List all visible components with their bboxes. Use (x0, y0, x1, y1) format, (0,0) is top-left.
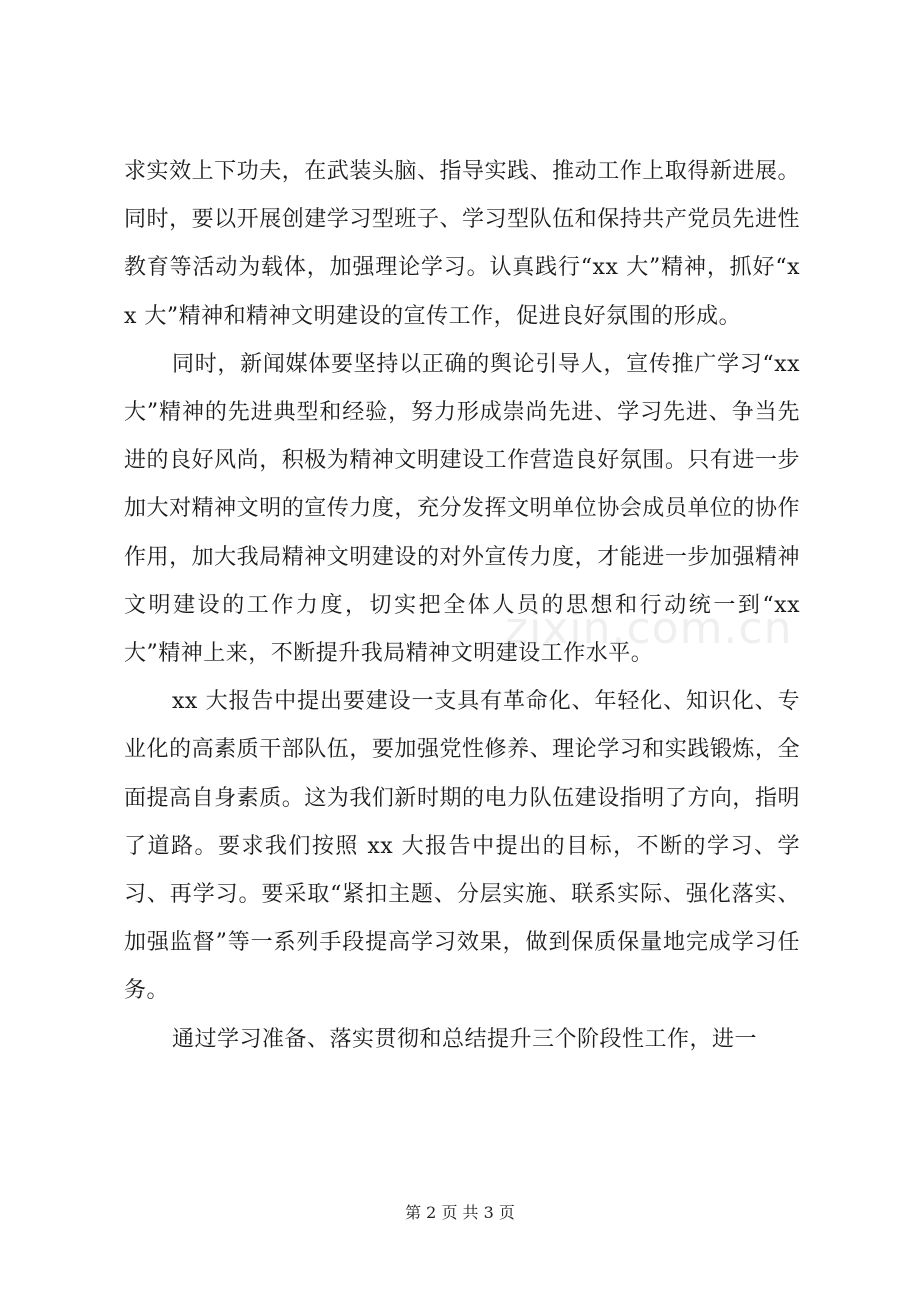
watermark: zixin.com.cn (505, 603, 793, 654)
paragraph-4: 通过学习准备、落实贯彻和总结提升三个阶段性工作，进一 (172, 1026, 758, 1052)
paragraph-3: xx 大报告中提出要建设一支具有革命化、年轻化、知识化、专业化的高素质干部队伍，要加强党性修养、理论学习和实践锻炼，全面提高自身素质。这为我们新时期的电力队伍建设指明了方向，指明了道路。要求我们按照 xx 大报告中提出的目标，不断的学习、学习、再学习。要采取“紧扣主题、分层实施、联系实际、强化落实、加强监督”等一系列手段提高学习效果，做到保质保量地完成学习任务。 (124, 689, 800, 1004)
page-footer: 第 2 页 共 3 页 (405, 1203, 515, 1222)
paragraph-1: 求实效上下功夫，在武装头脑、指导实践、推动工作上取得新进展。同时，要以开展创建学习型班子、学习型队伍和保持共产党员先进性教育等活动为载体，加强理论学习。认真践行“xx 大”精神，抓好“xx 大”精神和精神文明建设的宣传工作，促进良好氛围的形成。 (124, 159, 800, 329)
paragraph-2: 同时，新闻媒体要坚持以正确的舆论引导人，宣传推广学习“xx 大”精神的先进典型和经验，努力形成崇尚先进、学习先进、争当先进的良好风尚，积极为精神文明建设工作营造良好氛围。只有进一步加大对精神文明的宣传力度，充分发挥文明单位协会成员单位的协作作用，加大我局精神文明建设的对外宣传力度，才能进一步加强精神文明建设的工作力度，切实把全体人员的思想和行动统一到“xx 大”精神上来，不断提升我局精神文明建设工作水平。 (124, 351, 800, 667)
